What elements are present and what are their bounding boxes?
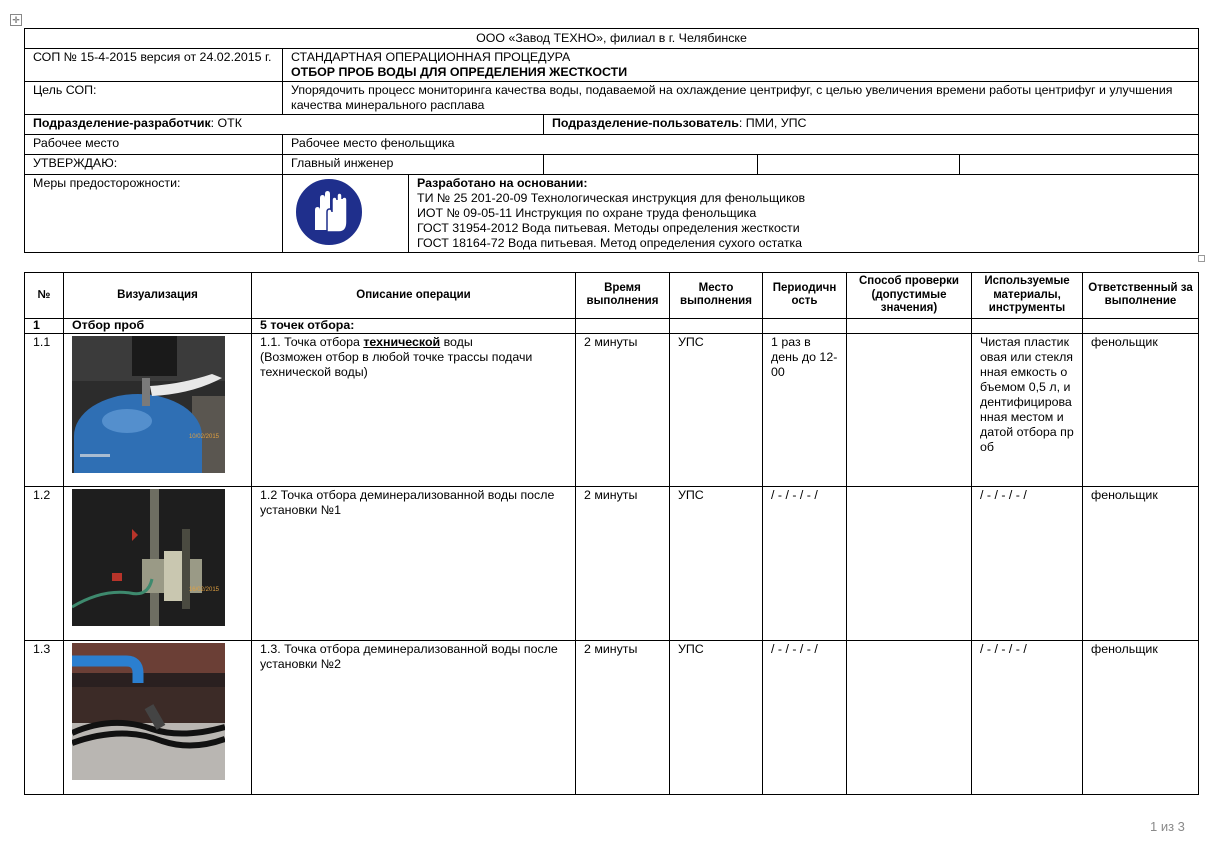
dev-dept — [25, 115, 544, 135]
col-header-visualization: Визуализация — [64, 273, 252, 319]
basis-label: Разработано на основании: — [417, 176, 588, 190]
row-check — [847, 333, 972, 486]
desc-prefix: 1.1. Точка отбора — [260, 334, 364, 349]
col-header-period — [763, 273, 847, 319]
page-number: 1 из 3 — [1150, 819, 1185, 834]
section-empty — [763, 318, 847, 333]
doc-type: СТАНДАРТНАЯ ОПЕРАЦИОННАЯ ПРОЦЕДУРА — [291, 50, 571, 64]
gloves-icon — [293, 176, 365, 248]
desc-suffix: воды — [440, 334, 473, 349]
approve-cell-3 — [960, 155, 1199, 175]
photo-illustration — [72, 489, 225, 626]
row-description: 1.2 Точка отбора деминерализованной воды после установки №1 — [252, 486, 576, 640]
photo-date: 10/02/2015 — [188, 433, 219, 440]
row-num: 1.1 — [25, 333, 64, 486]
row-materials: Чистая пластиковая или стеклянная емкость объемом 0,5 л, идентифицированная местом и датой отбора проб — [972, 333, 1083, 486]
approve-cell-1 — [544, 155, 758, 175]
table-header-row — [25, 273, 1199, 319]
col-header-time: Время выполнения — [576, 273, 670, 319]
section-empty — [1083, 318, 1199, 333]
row-materials: / - / - / - / — [972, 486, 1083, 640]
precaution-sign-cell — [283, 175, 409, 252]
operations-table — [24, 272, 1199, 795]
section-desc: 5 точек отбора: — [252, 318, 576, 333]
row-visualization — [64, 640, 252, 794]
approve-cell-2 — [758, 155, 960, 175]
doc-heading — [283, 49, 1199, 82]
table-row — [25, 640, 1199, 794]
row-responsible: фенольщик — [1083, 486, 1199, 640]
row-place: УПС — [670, 640, 763, 794]
col-header-place: Место выполнения — [670, 273, 763, 319]
photo-demin-water-point-2 — [72, 643, 225, 780]
row-visualization — [64, 486, 252, 640]
row-num: 1.2 — [25, 486, 64, 640]
user-dept — [544, 115, 1199, 135]
row-time: 2 минуты — [576, 486, 670, 640]
row-responsible: фенольщик — [1083, 333, 1199, 486]
row-period: / - / - / - / — [763, 640, 847, 794]
sop-number: СОП № 15-4-2015 версия от 24.02.2015 г. — [25, 49, 283, 82]
col-header-description: Описание операции — [252, 273, 576, 319]
row-description — [252, 333, 576, 486]
approve-label: УТВЕРЖДАЮ: — [25, 155, 283, 175]
basis-item: ИОТ № 09-05-11 Инструкция по охране труда фенольщика — [417, 206, 757, 220]
workplace-value: Рабочее место фенольщика — [283, 135, 1199, 155]
photo-date: 16/02/2015 — [188, 586, 219, 593]
row-responsible: фенольщик — [1083, 640, 1199, 794]
section-row — [25, 318, 1199, 333]
section-empty — [847, 318, 972, 333]
row-description-title — [260, 335, 567, 350]
header-table — [24, 28, 1199, 253]
row-period: 1 раз в день до 12-00 — [763, 333, 847, 486]
table-move-handle-icon[interactable]: ✛ — [10, 14, 22, 26]
row-time: 2 минуты — [576, 333, 670, 486]
goal-label: Цель СОП: — [25, 82, 283, 115]
photo-demin-water-point-1 — [72, 489, 225, 626]
dev-dept-value: : ОТК — [210, 116, 242, 130]
basis-block — [409, 175, 813, 252]
section-empty — [670, 318, 763, 333]
row-time: 2 минуты — [576, 640, 670, 794]
workplace-label: Рабочее место — [25, 135, 283, 155]
photo-illustration — [72, 643, 225, 780]
col-header-materials: Используемые материалы, инструменты — [972, 273, 1083, 319]
precautions-label: Меры предосторожности: — [25, 175, 283, 253]
row-check — [847, 486, 972, 640]
row-description-note: (Возможен отбор в любой точке трассы подачи технической воды) — [260, 349, 533, 379]
goal-text: Упорядочить процесс мониторинга качества воды, подаваемой на охлаждение центрифуг, с целью увеличения времени работы центрифуг и улучшения качества минерального расплава — [283, 82, 1199, 115]
desc-emphasis: технической — [363, 334, 441, 349]
doc-title: ОТБОР ПРОБ ВОДЫ ДЛЯ ОПРЕДЕЛЕНИЯ ЖЕСТКОСТИ — [291, 65, 628, 79]
section-empty — [972, 318, 1083, 333]
basis-item: ТИ № 25 201-20-09 Технологическая инструкция для фенольщиков — [417, 191, 806, 205]
section-num: 1 — [25, 318, 64, 333]
user-dept-label: Подразделение-пользователь — [552, 116, 739, 130]
row-place: УПС — [670, 486, 763, 640]
basis-item: ГОСТ 31954-2012 Вода питьевая. Методы определения жесткости — [417, 221, 800, 235]
col-header-num: № — [25, 273, 64, 319]
col-header-period-l2: ость — [791, 295, 818, 308]
row-materials: / - / - / - / — [972, 640, 1083, 794]
user-dept-value: : ПМИ, УПС — [738, 116, 807, 130]
col-header-responsible: Ответственный за выполнение — [1083, 273, 1199, 319]
row-place: УПС — [670, 333, 763, 486]
table-row — [25, 333, 1199, 486]
row-description: 1.3. Точка отбора деминерализованной воды после установки №2 — [252, 640, 576, 794]
dev-dept-label: Подразделение-разработчик — [33, 116, 211, 130]
col-header-period-l1: Периодичн — [772, 281, 837, 294]
row-num: 1.3 — [25, 640, 64, 794]
table-row — [25, 486, 1199, 640]
basis-item: ГОСТ 18164-72 Вода питьевая. Метод определения сухого остатка — [417, 236, 803, 250]
row-visualization — [64, 333, 252, 486]
table-resize-handle[interactable] — [1198, 255, 1205, 262]
company-name: ООО «Завод ТЕХНО», филиал в г. Челябинске — [25, 29, 1199, 49]
photo-technical-water-tank — [72, 336, 225, 473]
approve-value: Главный инженер — [283, 155, 544, 175]
section-title: Отбор проб — [64, 318, 252, 333]
row-check — [847, 640, 972, 794]
precautions-content — [283, 175, 1199, 253]
row-period: / - / - / - / — [763, 486, 847, 640]
col-header-check: Способ проверки (допустимые значения) — [847, 273, 972, 319]
section-empty — [576, 318, 670, 333]
photo-illustration — [72, 336, 225, 473]
